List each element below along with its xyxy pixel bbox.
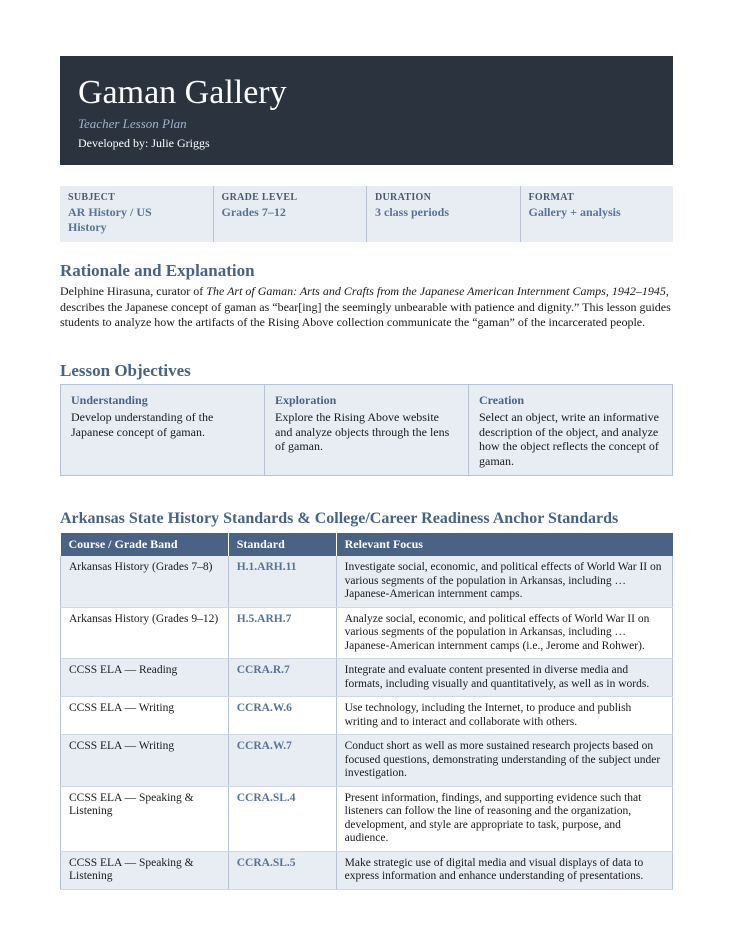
course-cell: CCSS ELA — Reading bbox=[61, 659, 229, 697]
focus-cell: Conduct short as well as more sustained research projects based on focused questions, demonstrating understanding of the subject under investigation. bbox=[336, 735, 672, 787]
page-title: Gaman Gallery bbox=[78, 74, 287, 111]
objective-text: Develop understanding of the Japanese concept of gaman. bbox=[71, 410, 214, 439]
objective-title: Understanding bbox=[71, 393, 148, 407]
meta-label: GRADE LEVEL bbox=[221, 192, 298, 203]
column-header: Relevant Focus bbox=[336, 533, 672, 556]
standards-table bbox=[60, 533, 673, 890]
meta-subject bbox=[60, 186, 214, 242]
objectives-heading: Lesson Objectives bbox=[60, 361, 191, 380]
table-row bbox=[61, 607, 673, 659]
standard-cell: CCRA.SL.4 bbox=[228, 786, 336, 851]
objective-title: Exploration bbox=[275, 393, 337, 407]
objective-title: Creation bbox=[479, 393, 525, 407]
table-row bbox=[61, 556, 673, 607]
meta-value: Gallery + analysis bbox=[528, 205, 621, 219]
table-row bbox=[61, 697, 673, 735]
course-cell: Arkansas History (Grades 9–12) bbox=[61, 607, 229, 659]
objectives-grid bbox=[60, 384, 673, 476]
standard-cell: CCRA.W.7 bbox=[228, 735, 336, 787]
meta-grade-level bbox=[214, 186, 368, 242]
course-cell: Arkansas History (Grades 7–8) bbox=[61, 556, 229, 607]
course-cell: CCSS ELA — Speaking & Listening bbox=[61, 851, 229, 889]
meta-value: AR History / US History bbox=[68, 205, 152, 234]
meta-format bbox=[521, 186, 674, 242]
objective-text: Explore the Rising Above website and analyze objects through the lens of gaman. bbox=[275, 410, 450, 453]
focus-cell: Make strategic use of digital media and visual displays of data to express information and enhance understanding of presentations. bbox=[336, 851, 672, 889]
table-row bbox=[61, 851, 673, 889]
book-title: The Art of Gaman: Arts and Crafts from the Japanese American Internment Camps, 1942–1945 bbox=[206, 284, 666, 298]
rationale-intro: Delphine Hirasuna, curator of bbox=[60, 284, 207, 298]
column-header: Course / Grade Band bbox=[61, 533, 229, 556]
rationale-body: , describes the Japanese concept of gaman as “bear[ing] the seemingly unbearable with patience and dignity.” This lesson guides students to analyze how the artifacts of the Rising Above collection communicate the “gaman” of the incarcerated people. bbox=[60, 284, 671, 329]
author-line: Developed by: Julie Griggs bbox=[78, 136, 210, 150]
course-cell: CCSS ELA — Writing bbox=[61, 735, 229, 787]
meta-label: SUBJECT bbox=[68, 192, 116, 203]
meta-value: 3 class periods bbox=[375, 205, 450, 219]
focus-cell: Use technology, including the Internet, to produce and publish writing and to interact and collaborate with others. bbox=[336, 697, 672, 735]
focus-cell: Analyze social, economic, and political effects of World War II on various segments of the population in Arkansas, including … Japanese-American internment camps (i.e., Jerome and Rohwer). bbox=[336, 607, 672, 659]
lesson-meta-bar bbox=[60, 186, 673, 242]
rationale-paragraph bbox=[60, 284, 673, 331]
standard-cell: CCRA.SL.5 bbox=[228, 851, 336, 889]
rationale-heading: Rationale and Explanation bbox=[60, 261, 255, 280]
course-cell: CCSS ELA — Writing bbox=[61, 697, 229, 735]
table-row bbox=[61, 735, 673, 787]
objective-understanding bbox=[61, 385, 265, 475]
course-cell: CCSS ELA — Speaking & Listening bbox=[61, 786, 229, 851]
objective-exploration bbox=[265, 385, 469, 475]
standard-cell: H.5.ARH.7 bbox=[228, 607, 336, 659]
table-header-row bbox=[61, 533, 673, 556]
meta-value: Grades 7–12 bbox=[221, 205, 286, 219]
focus-cell: Present information, findings, and supporting evidence such that listeners can follow the line of reasoning and the organization, development, and style are appropriate to task, purpose, and audience. bbox=[336, 786, 672, 851]
standard-cell: H.1.ARH.11 bbox=[228, 556, 336, 607]
column-header: Standard bbox=[228, 533, 336, 556]
meta-duration bbox=[367, 186, 521, 242]
standards-heading: Arkansas State History Standards & College/Career Readiness Anchor Standards bbox=[60, 510, 619, 527]
page-subtitle: Teacher Lesson Plan bbox=[78, 116, 187, 131]
objective-creation bbox=[469, 385, 672, 475]
meta-label: FORMAT bbox=[528, 192, 574, 203]
standard-cell: CCRA.W.6 bbox=[228, 697, 336, 735]
focus-cell: Integrate and evaluate content presented in diverse media and formats, including visually and quantitatively, as well as in words. bbox=[336, 659, 672, 697]
table-row bbox=[61, 786, 673, 851]
focus-cell: Investigate social, economic, and political effects of World War II on various segments of the population in Arkansas, including … Japanese-American internment camps. bbox=[336, 556, 672, 607]
objective-text: Select an object, write an informative description of the object, and analyze how the object reflects the concept of gaman. bbox=[479, 410, 659, 468]
standard-cell: CCRA.R.7 bbox=[228, 659, 336, 697]
meta-label: DURATION bbox=[375, 192, 432, 203]
table-row bbox=[61, 659, 673, 697]
page-header bbox=[60, 56, 673, 165]
